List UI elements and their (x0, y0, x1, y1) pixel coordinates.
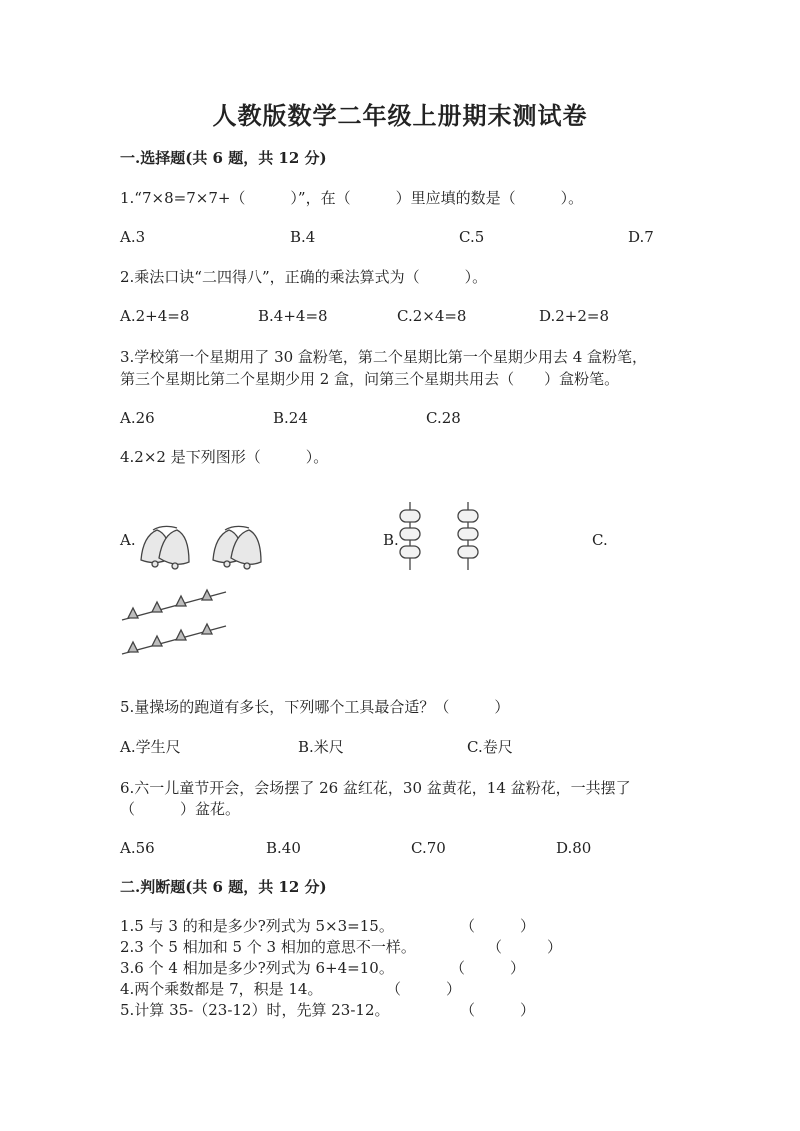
question-3-option-c: C.28 (426, 409, 461, 427)
question-5-option-a: A.学生尺 (120, 738, 181, 756)
question-2-option-b: B.4+4=8 (258, 307, 328, 325)
skewers-icon (398, 500, 488, 572)
question-3-option-a: A.26 (120, 409, 155, 427)
question-5-stem: 5.量操场的跑道有多长，下列哪个工具最合适？（ ） (120, 698, 510, 716)
question-6-stem-line2: （ ）盆花。 (120, 800, 241, 818)
question-2-stem: 2.乘法口诀“二四得八”，正确的乘法算式为（ ）。 (120, 268, 488, 286)
question-6-option-a: A.56 (120, 839, 155, 857)
judgement-item-4-blank: （ ） (386, 980, 462, 998)
judgement-item-1: 1.5 与 3 的和是多少?列式为 5×3=15。 (120, 917, 394, 935)
question-5-option-b: B.米尺 (298, 738, 344, 756)
question-1-option-a: A.3 (120, 228, 146, 246)
bells-icon (133, 520, 278, 572)
question-4-option-c: C. (592, 531, 608, 549)
question-4-option-b: B. (383, 531, 399, 549)
question-2-option-c: C.2×4=8 (397, 307, 467, 325)
section-heading-judgement: 二.判断题(共 6 题，共 12 分) (120, 878, 327, 896)
question-6-option-d: D.80 (556, 839, 592, 857)
question-1-option-d: D.7 (628, 228, 654, 246)
question-3-stem-line2: 第三个星期比第二个星期少用 2 盒，问第三个星期共用去（ ）盒粉笔。 (120, 370, 620, 388)
question-3-option-b: B.24 (273, 409, 308, 427)
section-heading-choice: 一.选择题(共 6 题，共 12 分) (120, 149, 327, 167)
judgement-item-2: 2.3 个 5 相加和 5 个 3 相加的意思不一样。 (120, 938, 416, 956)
judgement-item-4: 4.两个乘数都是 7，积是 14。 (120, 980, 323, 998)
judgement-item-3-blank: （ ） (450, 959, 526, 977)
question-1-option-c: C.5 (459, 228, 485, 246)
judgement-item-3: 3.6 个 4 相加是多少?列式为 6+4=10。 (120, 959, 394, 977)
question-5-option-c: C.卷尺 (467, 738, 513, 756)
question-2-option-a: A.2+4=8 (120, 307, 190, 325)
question-4-stem: 4.2×2 是下列图形（ ）。 (120, 448, 329, 466)
question-4-option-a: A. (120, 531, 136, 549)
triangle-strings-icon (120, 588, 230, 660)
question-1-stem: 1.“7×8=7×7+（ ）”，在（ ）里应填的数是（ ）。 (120, 189, 584, 207)
question-6-stem-line1: 6.六一儿童节开会，会场摆了 26 盆红花，30 盆黄花，14 盆粉花，一共摆了 (120, 779, 631, 797)
judgement-item-2-blank: （ ） (487, 938, 563, 956)
question-6-option-b: B.40 (266, 839, 301, 857)
judgement-item-1-blank: （ ） (460, 917, 536, 935)
question-3-stem-line1: 3.学校第一个星期用了 30 盒粉笔，第二个星期比第一个星期少用去 4 盒粉笔， (120, 348, 648, 366)
judgement-item-5: 5.计算 35-（23-12）时，先算 23-12。 (120, 1001, 390, 1019)
judgement-item-5-blank: （ ） (460, 1001, 536, 1019)
question-2-option-d: D.2+2=8 (539, 307, 610, 325)
question-1-option-b: B.4 (290, 228, 316, 246)
page-title: 人教版数学二年级上册期末测试卷 (212, 101, 588, 130)
question-6-option-c: C.70 (411, 839, 446, 857)
